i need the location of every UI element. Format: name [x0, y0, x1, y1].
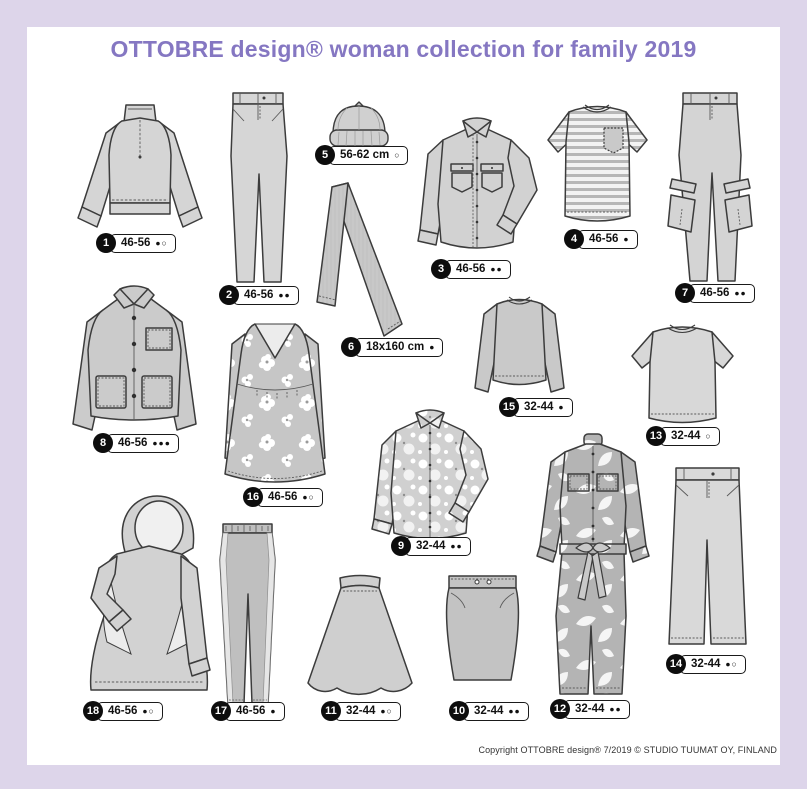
item-5-label — [315, 145, 408, 165]
beanie-drawing — [325, 100, 393, 150]
jacket-drawing — [62, 282, 207, 447]
printed-jumpsuit-drawing — [528, 426, 658, 702]
item-11-label — [321, 701, 401, 721]
button-up-shirt-drawing — [410, 112, 545, 264]
item-6-size: 18x160 cm — [366, 341, 425, 353]
item-4-number-badge: 4 — [564, 229, 584, 249]
item-9-difficulty-dots: ●● — [450, 541, 463, 551]
garment-knit-scarf — [310, 178, 405, 346]
item-4-difficulty-dots: ● — [623, 234, 630, 244]
pencil-skirt-drawing — [435, 568, 530, 688]
item-7-label — [675, 283, 755, 303]
floral-blouse-drawing — [365, 405, 495, 547]
item-3-size: 46-56 — [456, 263, 486, 275]
item-2-difficulty-dots: ●● — [278, 290, 291, 300]
long-sleeved-top-drawing — [462, 282, 577, 404]
cargo-trousers-drawing — [665, 87, 755, 287]
striped-t-shirt-drawing — [540, 90, 655, 233]
garment-pencil-skirt — [435, 568, 530, 688]
item-11-number-badge: 11 — [321, 701, 341, 721]
item-16-size: 46-56 — [268, 491, 298, 503]
item-15-number-badge: 15 — [499, 397, 519, 417]
item-15-label — [499, 397, 573, 417]
item-7-difficulty-dots: ●● — [734, 288, 747, 298]
item-1-difficulty-dots: ●○ — [155, 238, 168, 248]
item-2-label — [219, 285, 299, 305]
garment-half-zip-sweatshirt — [70, 93, 210, 238]
item-12-difficulty-dots: ●● — [609, 704, 622, 714]
item-14-size: 32-44 — [691, 658, 721, 670]
page-title: OTTOBRE design® woman collection for family 2019 — [110, 36, 697, 62]
item-12-size: 32-44 — [575, 703, 605, 715]
item-6-difficulty-dots: ● — [429, 342, 436, 352]
garment-flared-skirt — [290, 570, 430, 702]
item-8-number-badge: 8 — [93, 433, 113, 453]
item-13-label — [646, 426, 720, 446]
garment-printed-jumpsuit — [528, 426, 658, 702]
item-14-number-badge: 14 — [666, 654, 686, 674]
item-17-number-badge: 17 — [211, 701, 231, 721]
item-12-label — [550, 699, 630, 719]
t-shirt-drawing — [620, 310, 745, 432]
leggings-drawing — [200, 516, 295, 712]
knit-scarf-drawing — [310, 178, 405, 346]
item-10-difficulty-dots: ●● — [508, 706, 521, 716]
garment-long-sleeved-top — [462, 282, 577, 404]
item-13-difficulty-dots: ○ — [705, 431, 712, 441]
item-14-difficulty-dots: ●○ — [725, 659, 738, 669]
item-6-label — [341, 337, 443, 357]
item-18-size: 46-56 — [108, 705, 138, 717]
item-9-label — [391, 536, 471, 556]
item-3-number-badge: 3 — [431, 259, 451, 279]
item-8-label — [93, 433, 179, 453]
item-17-size: 46-56 — [236, 705, 266, 717]
item-1-label — [96, 233, 176, 253]
item-17-difficulty-dots: ● — [270, 706, 277, 716]
item-15-difficulty-dots: ● — [558, 402, 565, 412]
item-3-label — [431, 259, 511, 279]
item-13-size: 32-44 — [671, 430, 701, 442]
item-16-label — [243, 487, 323, 507]
garment-leggings — [200, 516, 295, 712]
item-18-label — [83, 701, 163, 721]
garment-cargo-trousers — [665, 87, 755, 287]
item-11-difficulty-dots: ●○ — [380, 706, 393, 716]
item-9-size: 32-44 — [416, 540, 446, 552]
item-9-number-badge: 9 — [391, 536, 411, 556]
garment-t-shirt — [620, 310, 745, 432]
item-5-number-badge: 5 — [315, 145, 335, 165]
item-5-size: 56-62 cm — [340, 149, 390, 161]
item-17-label — [211, 701, 285, 721]
copyright-notice: Copyright OTTOBRE design® 7/2019 © STUDIO TUUMAT OY, FINLAND — [478, 745, 777, 755]
garment-jacket — [62, 282, 207, 447]
item-7-size: 46-56 — [700, 287, 730, 299]
item-2-number-badge: 2 — [219, 285, 239, 305]
item-10-number-badge: 10 — [449, 701, 469, 721]
item-1-size: 46-56 — [121, 237, 151, 249]
item-6-number-badge: 6 — [341, 337, 361, 357]
item-4-size: 46-56 — [589, 233, 619, 245]
item-16-number-badge: 16 — [243, 487, 263, 507]
item-7-number-badge: 7 — [675, 283, 695, 303]
slim-trousers-drawing — [213, 86, 303, 288]
garment-beanie — [325, 100, 393, 150]
item-12-number-badge: 12 — [550, 699, 570, 719]
item-14-label — [666, 654, 746, 674]
garment-wide-leg-trousers — [655, 460, 760, 658]
item-3-difficulty-dots: ●● — [490, 264, 503, 274]
item-5-difficulty-dots: ○ — [394, 150, 401, 160]
wide-leg-trousers-drawing — [655, 460, 760, 658]
item-18-difficulty-dots: ●○ — [142, 706, 155, 716]
flared-skirt-drawing — [290, 570, 430, 702]
garment-floral-blouse — [365, 405, 495, 547]
item-2-size: 46-56 — [244, 289, 274, 301]
item-15-size: 32-44 — [524, 401, 554, 413]
garment-slim-trousers — [213, 86, 303, 288]
garment-striped-t-shirt — [540, 90, 655, 233]
item-8-difficulty-dots: ●●● — [152, 438, 171, 448]
item-10-label — [449, 701, 529, 721]
item-11-size: 32-44 — [346, 705, 376, 717]
item-10-size: 32-44 — [474, 705, 504, 717]
garment-button-up-shirt — [410, 112, 545, 264]
item-8-size: 46-56 — [118, 437, 148, 449]
item-13-number-badge: 13 — [646, 426, 666, 446]
half-zip-sweatshirt-drawing — [70, 93, 210, 238]
item-4-label — [564, 229, 638, 249]
item-18-number-badge: 18 — [83, 701, 103, 721]
item-1-number-badge: 1 — [96, 233, 116, 253]
item-16-difficulty-dots: ●○ — [302, 492, 315, 502]
